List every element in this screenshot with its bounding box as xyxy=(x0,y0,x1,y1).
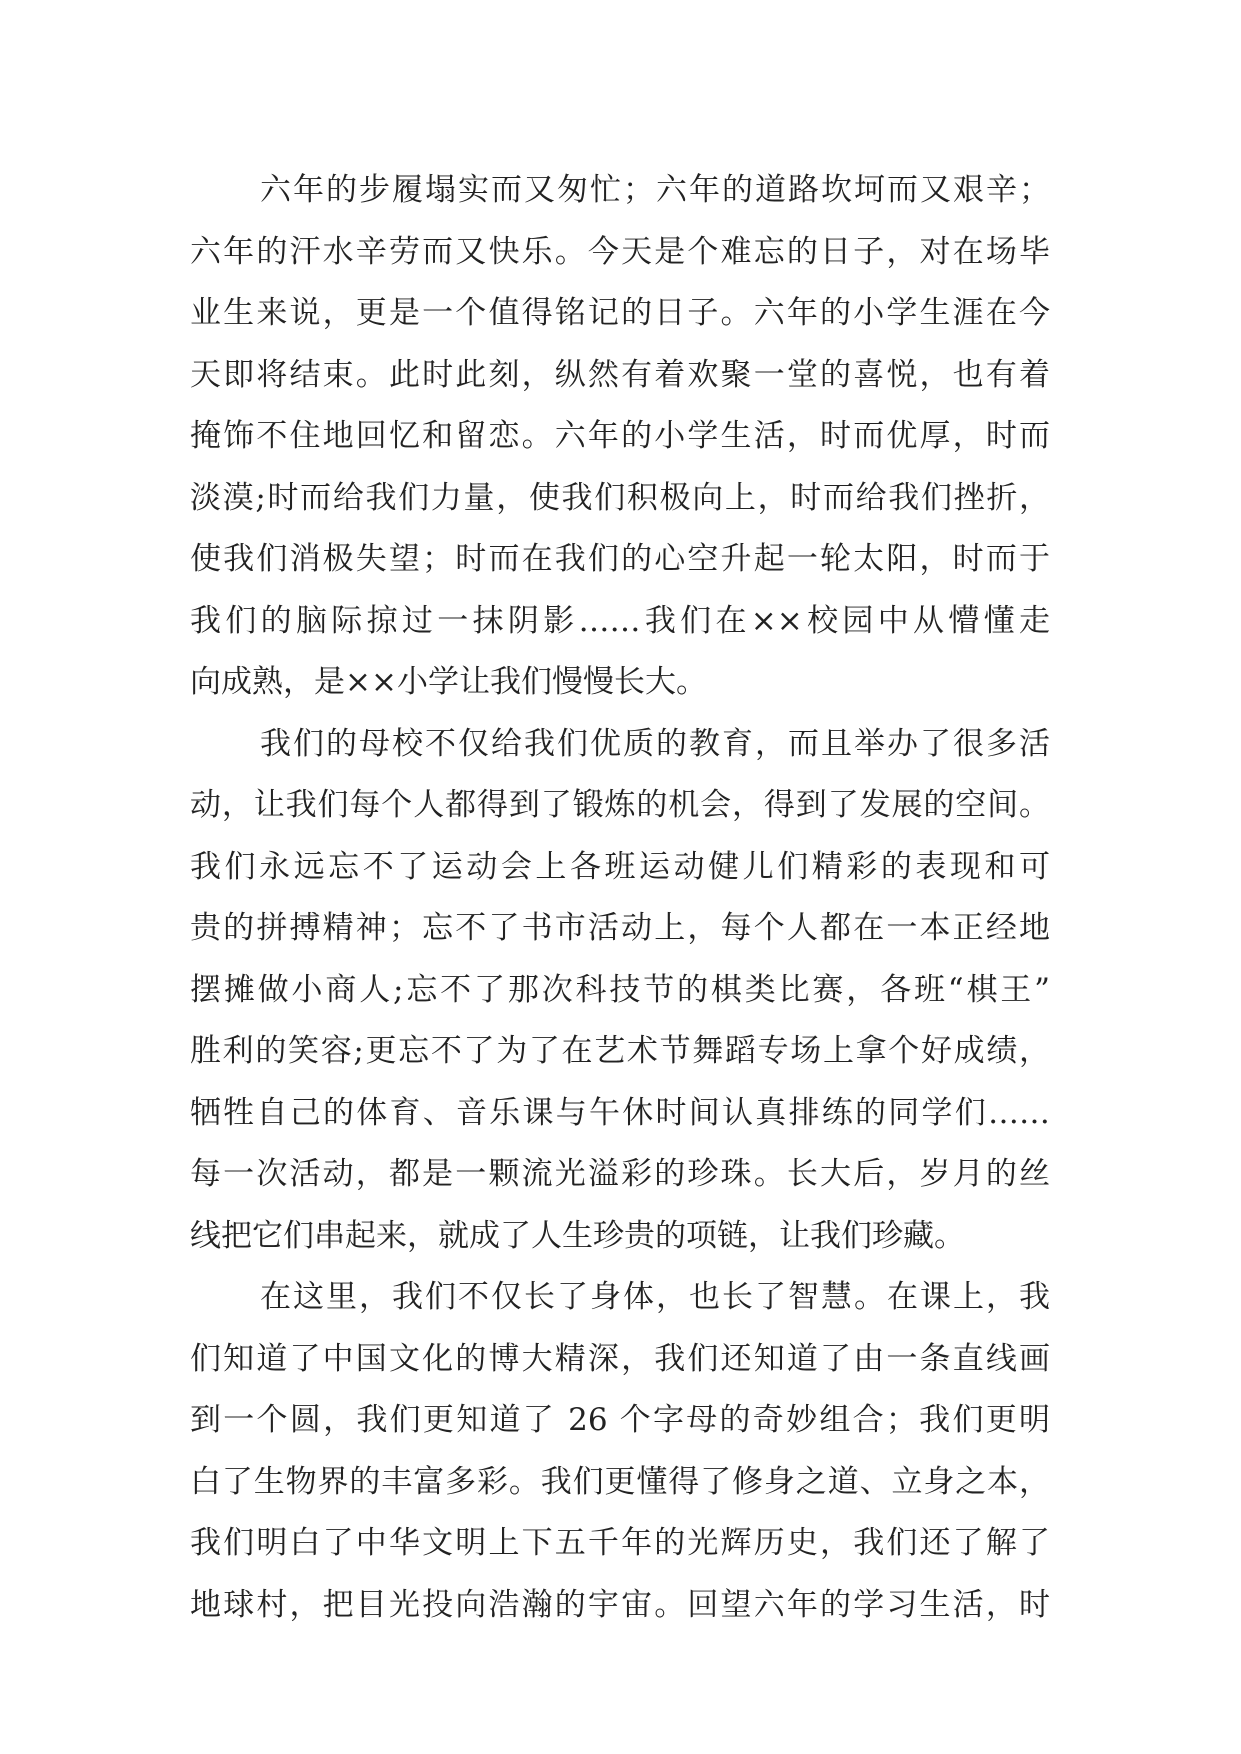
paragraph-line: 我们明白了中华文明上下五千年的光辉历史，我们还了解了 xyxy=(190,1525,1050,1561)
paragraph-line: 六年的汗水辛劳而又快乐。今天是个难忘的日子，对在场毕 xyxy=(190,233,1050,270)
paragraph-line: 使我们消极失望；时而在我们的心空升起一轮太阳，时而于 xyxy=(190,541,1050,577)
paragraph-1 xyxy=(190,160,1050,714)
paragraph-line: 贵的拼搏精神；忘不了书市活动上，每个人都在一本正经地 xyxy=(190,910,1050,946)
paragraph-2 xyxy=(190,714,1050,1268)
paragraph-line: 淡漠;时而给我们力量，使我们积极向上，时而给我们挫折， xyxy=(190,479,1050,516)
paragraph-line: 天即将结束。此时此刻，纵然有着欢聚一堂的喜悦，也有着 xyxy=(190,356,1050,393)
paragraph-line: 胜利的笑容;更忘不了为了在艺术节舞蹈专场上拿个好成绩， xyxy=(190,1033,1050,1069)
paragraph-line: 每一次活动，都是一颗流光溢彩的珍珠。长大后，岁月的丝 xyxy=(190,1156,1050,1192)
paragraph-line: 地球村，把目光投向浩瀚的宇宙。回望六年的学习生活，时 xyxy=(190,1586,1050,1623)
paragraph-line: 业生来说，更是一个值得铭记的日子。六年的小学生涯在今 xyxy=(190,295,1050,331)
paragraph-line: 们知道了中国文化的博大精深，我们还知道了由一条直线画 xyxy=(190,1340,1050,1377)
paragraph-line: 线把它们串起来，就成了人生珍贵的项链，让我们珍藏。 xyxy=(190,1217,965,1254)
paragraph-line: 动，让我们每个人都得到了锻炼的机会，得到了发展的空间。 xyxy=(190,787,1050,823)
paragraph-line: 我们的母校不仅给我们优质的教育，而且举办了很多活 xyxy=(260,725,1050,762)
paragraph-line: 掩饰不住地回忆和留恋。六年的小学生活，时而优厚，时而 xyxy=(190,418,1050,454)
paragraph-line: 摆摊做小商人;忘不了那次科技节的棋类比赛，各班“棋王” xyxy=(190,971,1050,1008)
paragraph-3 xyxy=(190,1267,1050,1636)
paragraph-line: 到一个圆，我们更知道了 26 个字母的奇妙组合；我们更明 xyxy=(190,1402,1050,1438)
paragraph-line: 我们的脑际掠过一抹阴影……我们在××校园中从懵懂走 xyxy=(190,602,1050,639)
paragraph-line: 白了生物界的丰富多彩。我们更懂得了修身之道、立身之本， xyxy=(190,1463,1050,1500)
paragraph-line: 在这里，我们不仅长了身体，也长了智慧。在课上，我 xyxy=(260,1279,1050,1315)
document-body xyxy=(190,160,1050,1636)
paragraph-line: 我们永远忘不了运动会上各班运动健儿们精彩的表现和可 xyxy=(190,848,1050,885)
paragraph-line: 牺牲自己的体育、音乐课与午休时间认真排练的同学们…… xyxy=(190,1094,1050,1131)
paragraph-line: 向成熟，是××小学让我们慢慢长大。 xyxy=(190,664,707,700)
paragraph-line: 六年的步履塌实而又匆忙；六年的道路坎坷而又艰辛； xyxy=(260,172,1050,208)
